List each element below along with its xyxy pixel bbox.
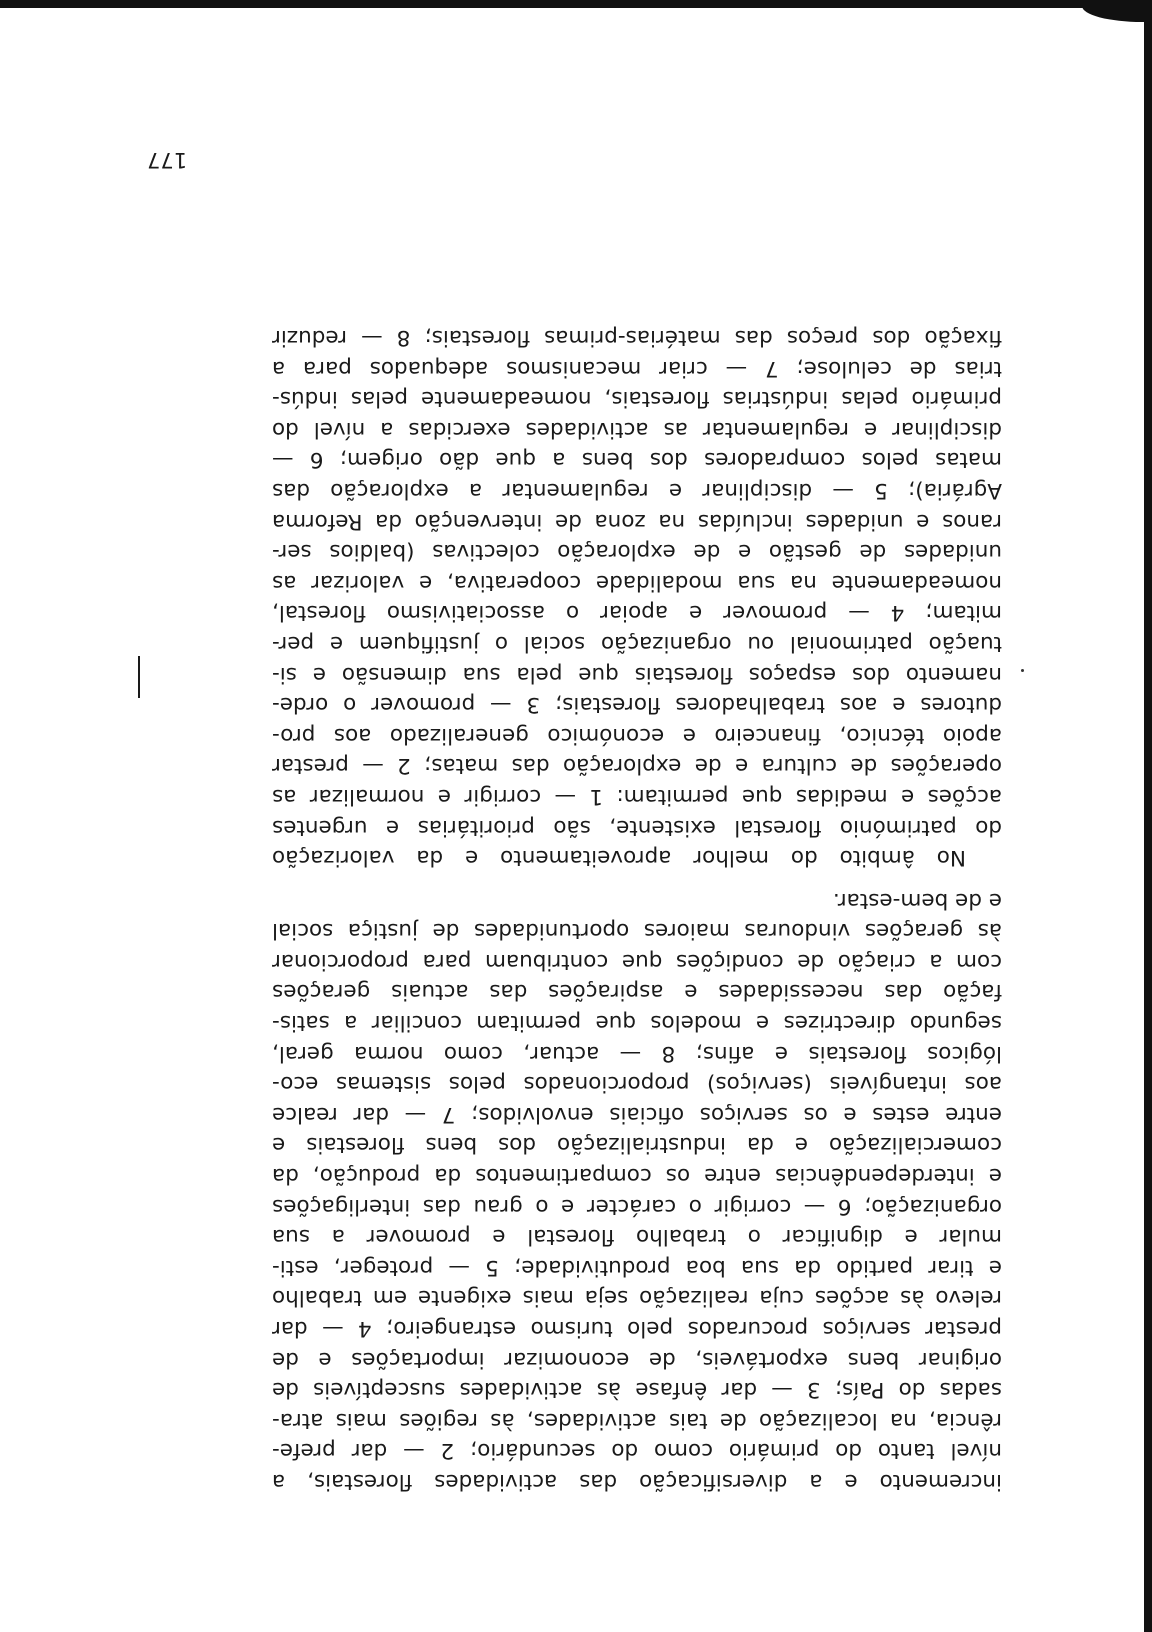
scan-border-right <box>1144 0 1152 1632</box>
text-line: e de bem-estar. <box>832 887 1002 913</box>
text-line: ranos e unidades incluídas na zona de intervenção da Reforma <box>272 508 1002 534</box>
text-line: sadas do País; 3 — dar ênfase às actividades susceptíveis de <box>272 1377 1002 1403</box>
scan-speck <box>1021 669 1024 672</box>
text-line: com a criação de condições que contribuam para proporcionar <box>272 948 1002 974</box>
text-line: organização; 6 — corrigir o carácter e o grau das interligações <box>272 1193 1002 1219</box>
page-number: 177 <box>147 148 188 172</box>
body-text <box>272 321 1002 1496</box>
text-line: unidades de gestão e de exploração colectivas (baldios ser- <box>272 539 1002 565</box>
text-line: entre estes e os serviços oficiais envolvidos; 7 — dar realce <box>272 1101 1002 1127</box>
text-line: mular e dignificar o trabalho florestal e promover a sua <box>272 1224 1002 1250</box>
text-line: dutores e aos trabalhadores florestais; 3 — promover o orde- <box>272 692 1002 718</box>
text-line: apoio técnico, financeiro e económico generalizado aos pro- <box>272 722 1002 748</box>
text-line: acções e medidas que permitam: 1 — corrigir e normalizar as <box>272 783 1002 809</box>
text-line: aos intangíveis (serviços) proporcionados pelos sistemas eco- <box>272 1071 1002 1097</box>
paragraph-spacer <box>272 872 1002 884</box>
text-line: trias de celulose; 7 — criar mecanismos adequados para a <box>272 355 1002 381</box>
text-line: nomeadamente na sua modalidade cooperativa, e valorizar as <box>272 569 1002 595</box>
text-line: tuação patrimonial ou organização social o justifiquem e per- <box>272 630 1002 656</box>
text-line: e tirar partido da sua boa produtividade; 5 — proteger, esti- <box>272 1254 1002 1280</box>
text-line: No âmbito do melhor aproveitamento e da valorização <box>272 845 966 871</box>
text-line: prestar serviços procurados pelo turismo estrangeiro; 4 — dar <box>272 1316 1002 1342</box>
text-line: nível tanto do primário como do secundário; 2 — dar prefe- <box>272 1438 1002 1464</box>
text-line: namento dos espaços florestais que pela sua dimensão e si- <box>272 661 1002 687</box>
scan-border-top <box>0 0 1152 8</box>
text-line: comercialização e da industrialização dos bens florestais e <box>272 1132 1002 1158</box>
text-line: do património florestal existente, são prioritárias e urgentes <box>272 814 1002 840</box>
text-line: segundo directrizes e modelos que permitam conciliar a satis- <box>272 1010 1002 1036</box>
text-line: primário pelas indústrias florestais, nomeadamente pelas indús- <box>272 386 1002 412</box>
text-line: fação das necessidades e aspirações das actuais gerações <box>272 979 1002 1005</box>
text-line: às gerações vindouras maiores oportunidades de justiça social <box>272 918 1002 944</box>
text-line: fixação dos preços das matérias-primas florestais; 8 — reduzir <box>272 325 1002 351</box>
text-line: mitam; 4 — promover e apoiar o associativismo florestal, <box>272 600 1002 626</box>
text-line: lógicos florestais e afins; 8 — actuar, como norma geral, <box>272 1040 1002 1066</box>
margin-mark <box>138 656 140 698</box>
text-line: Agrária); 5 — disciplinar e regulamentar a exploração das <box>272 478 1002 503</box>
text-line: rência, na localização de tais actividades, às regiões mais atra- <box>272 1407 1002 1433</box>
text-line: originar bens exportáveis, de economizar importações e de <box>272 1346 1002 1372</box>
text-line: operações de cultura e de exploração das matas; 2 — prestar <box>272 753 1002 779</box>
text-line: matas pelos compradores dos bens a que dão origem; 6 — <box>272 447 1002 473</box>
text-line: e interdependências entre os compartimentos da produção, da <box>272 1163 1002 1189</box>
text-line: relevo às acções cuja realização seja mais exigente em trabalho <box>272 1285 1002 1311</box>
text-line: incremento e a diversificação das actividades florestais, a <box>272 1469 1002 1494</box>
text-line: disciplinar e regulamentar as actividades exercidas a nível do <box>272 416 1002 442</box>
